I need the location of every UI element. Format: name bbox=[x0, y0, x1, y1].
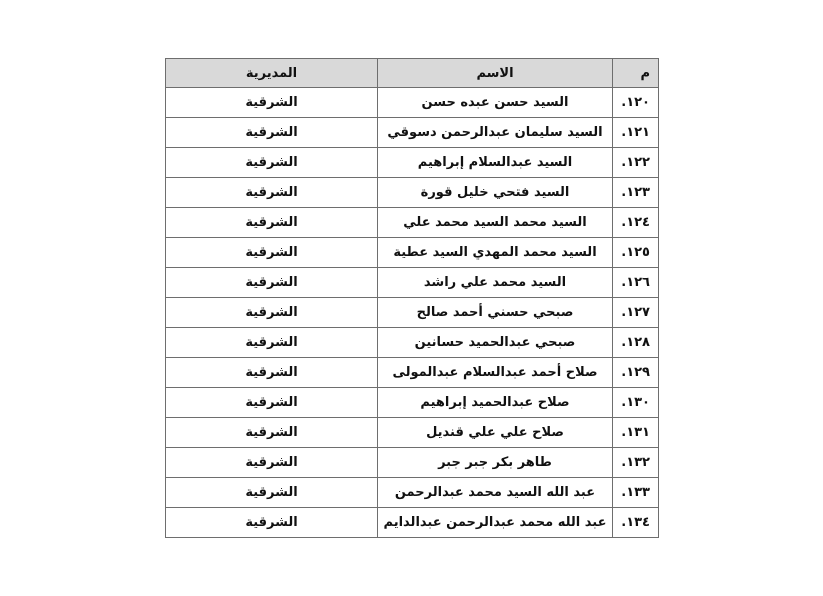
row-directorate: الشرقية bbox=[166, 118, 378, 148]
row-number: ١٢٥. bbox=[613, 238, 659, 268]
row-number: ١٣٠. bbox=[613, 388, 659, 418]
row-number: ١٢٤. bbox=[613, 208, 659, 238]
row-directorate: الشرقية bbox=[166, 88, 378, 118]
row-number: ١٢٩. bbox=[613, 358, 659, 388]
row-number: ١٢١. bbox=[613, 118, 659, 148]
table-row bbox=[166, 118, 659, 148]
header-directorate: المديرية bbox=[166, 59, 378, 88]
row-name: صلاح علي علي قنديل bbox=[378, 418, 613, 448]
row-directorate: الشرقية bbox=[166, 328, 378, 358]
row-name: صبحي حسني أحمد صالح bbox=[378, 298, 613, 328]
row-directorate: الشرقية bbox=[166, 478, 378, 508]
row-name: عبد الله محمد عبدالرحمن عبدالدايم bbox=[378, 508, 613, 538]
table-row bbox=[166, 298, 659, 328]
names-table bbox=[165, 58, 659, 538]
row-number: ١٢٠. bbox=[613, 88, 659, 118]
table-row bbox=[166, 88, 659, 118]
row-name: طاهر بكر جبر جبر bbox=[378, 448, 613, 478]
row-number: ١٢٢. bbox=[613, 148, 659, 178]
row-number: ١٣٣. bbox=[613, 478, 659, 508]
row-directorate: الشرقية bbox=[166, 208, 378, 238]
header-name: الاسم bbox=[378, 59, 613, 88]
table-row bbox=[166, 358, 659, 388]
row-directorate: الشرقية bbox=[166, 298, 378, 328]
table-row bbox=[166, 148, 659, 178]
row-number: ١٢٦. bbox=[613, 268, 659, 298]
row-directorate: الشرقية bbox=[166, 418, 378, 448]
row-number: ١٣٤. bbox=[613, 508, 659, 538]
row-directorate: الشرقية bbox=[166, 358, 378, 388]
table-header-row bbox=[166, 59, 659, 88]
row-directorate: الشرقية bbox=[166, 148, 378, 178]
table-row bbox=[166, 448, 659, 478]
table-row bbox=[166, 268, 659, 298]
row-name: السيد عبدالسلام إبراهيم bbox=[378, 148, 613, 178]
row-number: ١٢٣. bbox=[613, 178, 659, 208]
table-body bbox=[166, 88, 659, 538]
table-row bbox=[166, 178, 659, 208]
table-row bbox=[166, 388, 659, 418]
table-row bbox=[166, 238, 659, 268]
row-name: السيد فتحي خليل قورة bbox=[378, 178, 613, 208]
table-row bbox=[166, 418, 659, 448]
row-number: ١٢٧. bbox=[613, 298, 659, 328]
table-row bbox=[166, 328, 659, 358]
row-directorate: الشرقية bbox=[166, 508, 378, 538]
table-row bbox=[166, 508, 659, 538]
row-number: ١٢٨. bbox=[613, 328, 659, 358]
row-directorate: الشرقية bbox=[166, 238, 378, 268]
row-name: عبد الله السيد محمد عبدالرحمن bbox=[378, 478, 613, 508]
row-directorate: الشرقية bbox=[166, 448, 378, 478]
table-row bbox=[166, 478, 659, 508]
row-name: السيد محمد السيد محمد علي bbox=[378, 208, 613, 238]
header-number: م bbox=[613, 59, 659, 88]
row-name: صلاح أحمد عبدالسلام عبدالمولى bbox=[378, 358, 613, 388]
row-number: ١٣١. bbox=[613, 418, 659, 448]
table-row bbox=[166, 208, 659, 238]
row-name: السيد سليمان عبدالرحمن دسوقي bbox=[378, 118, 613, 148]
row-name: صلاح عبدالحميد إبراهيم bbox=[378, 388, 613, 418]
row-name: السيد محمد علي راشد bbox=[378, 268, 613, 298]
row-name: صبحي عبدالحميد حسانين bbox=[378, 328, 613, 358]
row-directorate: الشرقية bbox=[166, 178, 378, 208]
row-directorate: الشرقية bbox=[166, 268, 378, 298]
row-number: ١٣٢. bbox=[613, 448, 659, 478]
row-name: السيد حسن عبده حسن bbox=[378, 88, 613, 118]
row-directorate: الشرقية bbox=[166, 388, 378, 418]
row-name: السيد محمد المهدي السيد عطية bbox=[378, 238, 613, 268]
